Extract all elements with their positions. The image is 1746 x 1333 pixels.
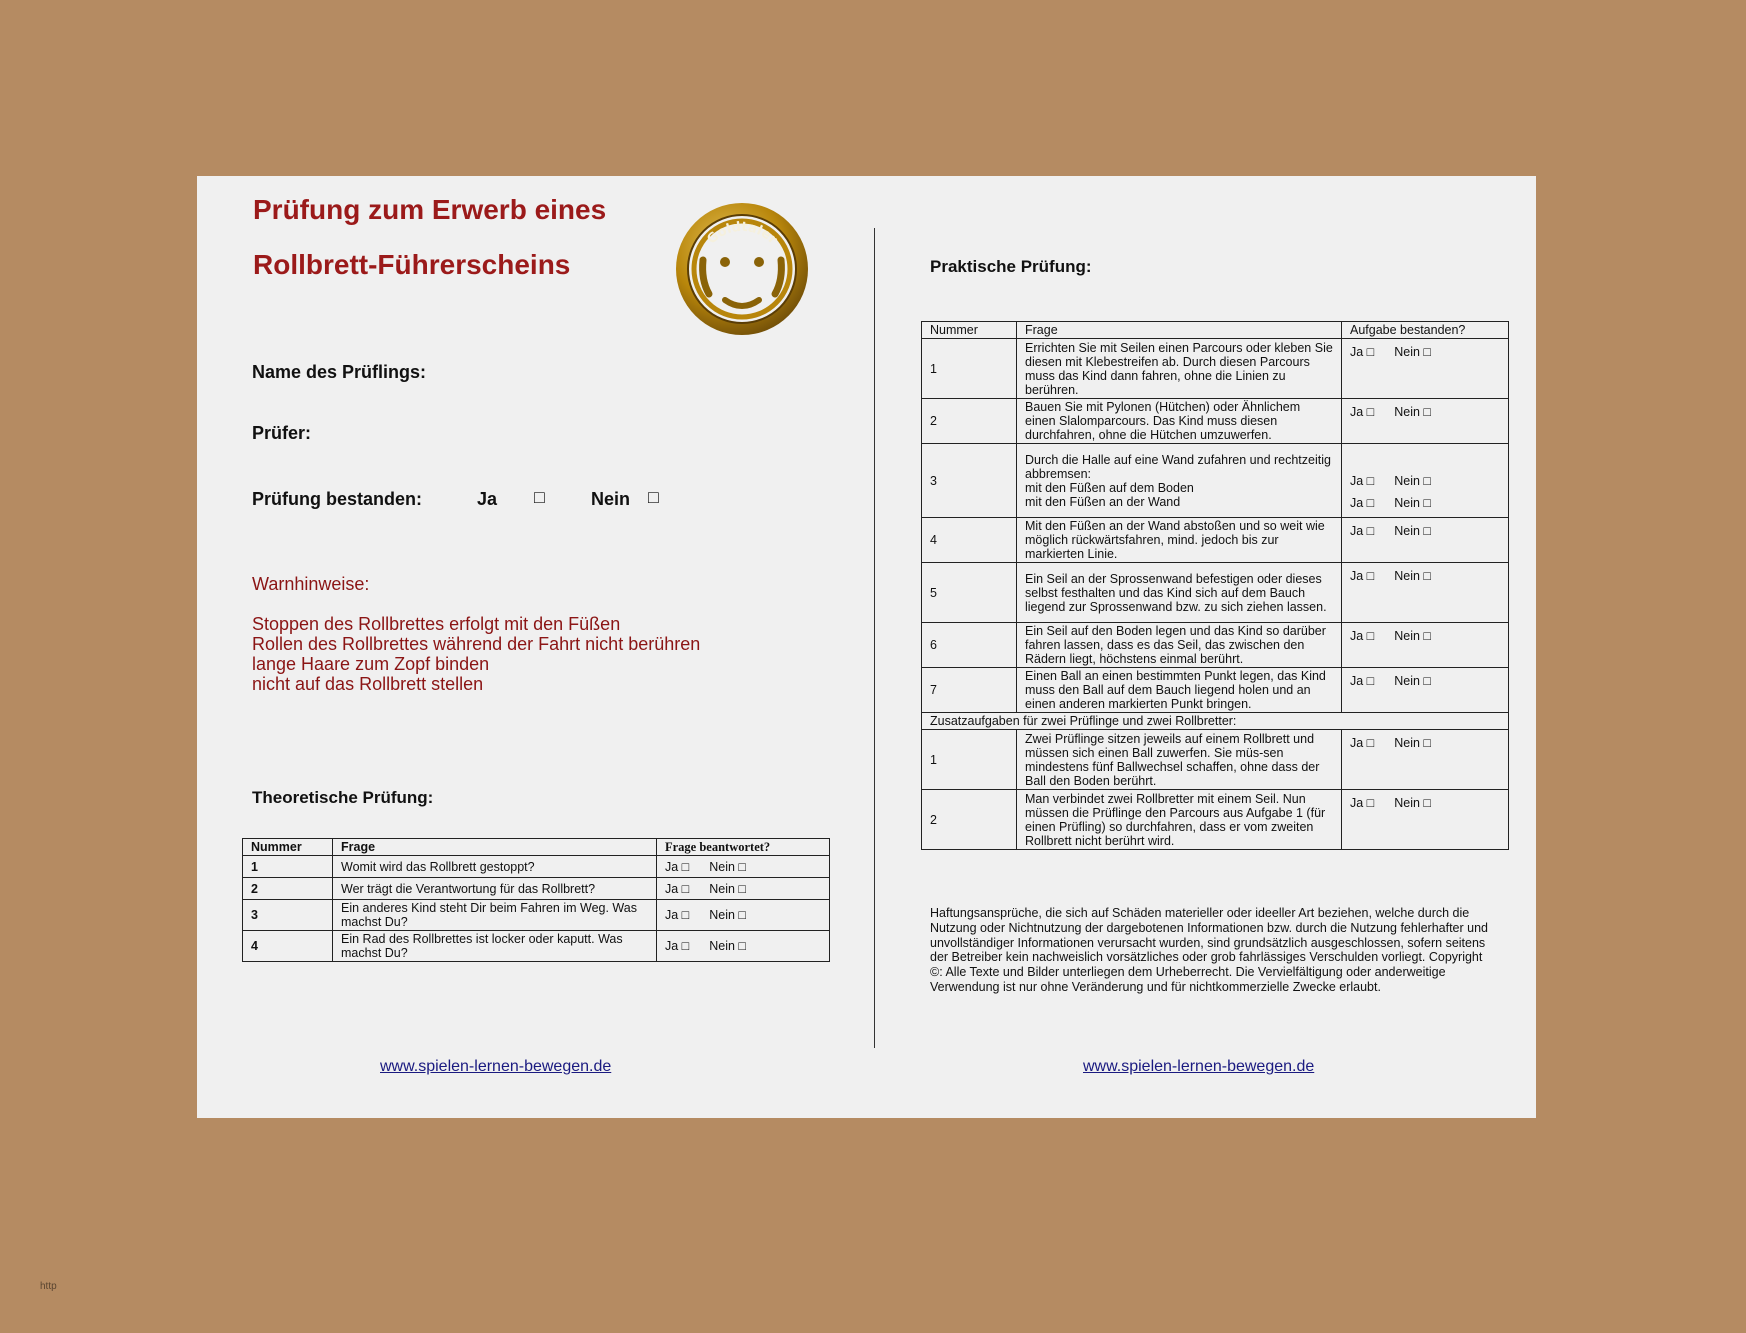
name-label: Name des Prüflings:: [252, 362, 427, 382]
no-checkbox[interactable]: Nein □: [1394, 796, 1431, 810]
no-checkbox[interactable]: Nein □: [709, 908, 746, 922]
examiner-label: Prüfer:: [252, 423, 312, 443]
column-header: Frage: [1017, 322, 1342, 339]
table-row: 4 Ein Rad des Rollbrettes ist locker oder kaputt. Was machst Du? Ja □ Nein □: [243, 931, 830, 962]
yes-checkbox[interactable]: Ja □: [1350, 674, 1375, 688]
table-row: 1 Zwei Prüflinge sitzen jeweils auf einem Rollbrett und müssen sich einen Ball zuwerfen. Sie müs-sen mindestens fünf Ballwechsel schaffen, ohne dass der Ball den Boden berührt. Ja □ Nein □: [922, 730, 1509, 790]
no-checkbox[interactable]: Nein □: [1394, 345, 1431, 359]
table-row: 3 Durch die Halle auf eine Wand zufahren und rechtzeitig abbremsen: mit den Füßen auf dem Boden mit den Füßen an der Wand Ja □ Nein □ Ja □ Nein □: [922, 444, 1509, 518]
website-link-right[interactable]: www.spielen-lernen-bewegen.de: [1083, 1058, 1315, 1075]
passed-label: Prüfung bestanden:: [252, 489, 422, 509]
disclaimer-text: Haftungsansprüche, die sich auf Schäden materieller oder ideeller Art beziehen, welche durch die Nutzung oder Nichtnutzung der dargebotenen Informationen bzw. durch die Nutzung fehlerhafter und unvollständiger Informationen verursacht wurden, sind grundsätzlich ausgeschlossen, sofern seitens der Betreiber kein nachweislich vorsätzliches oder grob fahrlässiges Verschulden vorliegt. Copyright ©: Alle Texte und Bilder unterliegen dem Urheberrecht. Die Vervielfältigung oder anderweitige Verwendung ist nur ohne Veränderung und für nichtkommerzielle Zwecke erlaubt.: [930, 906, 1489, 994]
column-header: Nummer: [243, 839, 333, 856]
website-link-left[interactable]: www.spielen-lernen-bewegen.de: [380, 1058, 612, 1075]
passed-yes-label: Ja: [477, 489, 498, 509]
page-title-line1: Prüfung zum Erwerb eines: [253, 194, 607, 225]
yes-checkbox[interactable]: Ja □: [665, 881, 690, 896]
smiley-coin-icon: [673, 200, 811, 338]
no-checkbox[interactable]: Nein □: [1394, 736, 1431, 750]
yes-checkbox[interactable]: Ja □: [665, 859, 690, 874]
yes-checkbox[interactable]: Ja □: [1350, 345, 1375, 359]
no-checkbox[interactable]: Nein □: [709, 939, 746, 953]
table-row: 5 Ein Seil an der Sprossenwand befestigen oder dieses selbst festhalten und das Kind sich auf dem Bauch liegend zur Sprossenwand bzw. zu sich ziehen lassen. Ja □ Nein □: [922, 563, 1509, 623]
yes-checkbox[interactable]: Ja □: [1350, 496, 1375, 510]
warning-item: nicht auf das Rollbrett stellen: [252, 674, 484, 694]
theory-title: Theoretische Prüfung:: [252, 788, 434, 807]
warnings-heading: Warnhinweise:: [252, 574, 370, 594]
passed-no-label: Nein: [591, 489, 631, 509]
column-divider: [874, 228, 875, 1048]
table-row: 2 Man verbindet zwei Rollbretter mit einem Seil. Nun müssen die Prüflinge den Parcours aus Aufgabe 1 (für einen Prüfling) so durchfahren, dass er vom zweiten Rollbrett nicht berührt wird. Ja □ Nein □: [922, 790, 1509, 850]
no-checkbox[interactable]: Nein □: [1394, 674, 1431, 688]
table-row: 7 Einen Ball an einen bestimmten Punkt legen, das Kind muss den Ball auf dem Bauch liegend holen und an einen anderen markierten Punkt bringen. Ja □ Nein □: [922, 668, 1509, 713]
no-checkbox[interactable]: Nein □: [1394, 629, 1431, 643]
no-checkbox[interactable]: Nein □: [709, 881, 746, 896]
table-row: 2 Bauen Sie mit Pylonen (Hütchen) oder Ähnlichem einen Slalomparcours. Das Kind muss diesen durchfahren, ohne die Hütchen umzuwerfen. Ja □ Nein □: [922, 399, 1509, 444]
yes-checkbox[interactable]: Ja □: [1350, 629, 1375, 643]
extra-tasks-heading: Zusatzaufgaben für zwei Prüflinge und zwei Rollbretter:: [922, 713, 1509, 730]
practical-table: [921, 321, 1509, 850]
yes-checkbox[interactable]: Ja □: [1350, 796, 1375, 810]
no-checkbox[interactable]: Nein □: [1394, 496, 1431, 510]
column-header: Aufgabe bestanden?: [1342, 322, 1509, 339]
table-row: 1 Womit wird das Rollbrett gestoppt? Ja □ Nein □: [243, 856, 830, 878]
practical-title: Praktische Prüfung:: [930, 257, 1092, 276]
logo-text: Goldtaler: [704, 219, 780, 248]
table-row: 6 Ein Seil auf den Boden legen und das Kind so darüber fahren lassen, dass es das Seil, das zwischen den Rädern liegt, höchstens einmal berührt. Ja □ Nein □: [922, 623, 1509, 668]
document-sheet: [197, 176, 1536, 1118]
no-checkbox[interactable]: Nein □: [1394, 569, 1431, 583]
yes-checkbox[interactable]: Ja □: [1350, 524, 1375, 538]
warning-item: Rollen des Rollbrettes während der Fahrt nicht berühren: [252, 634, 701, 654]
yes-checkbox[interactable]: Ja □: [1350, 736, 1375, 750]
page-title-line2: Rollbrett-Führerscheins: [253, 249, 571, 280]
passed-yes-checkbox[interactable]: □: [534, 487, 545, 507]
no-checkbox[interactable]: Nein □: [1394, 405, 1431, 419]
yes-checkbox[interactable]: Ja □: [1350, 569, 1375, 583]
yes-checkbox[interactable]: Ja □: [665, 908, 690, 922]
table-row: 4 Mit den Füßen an der Wand abstoßen und so weit wie möglich rückwärtsfahren, mind. jedoch bis zur markierten Linie. Ja □ Nein □: [922, 518, 1509, 563]
column-header: Nummer: [922, 322, 1017, 339]
yes-checkbox[interactable]: Ja □: [1350, 474, 1375, 488]
table-row: 2 Wer trägt die Verantwortung für das Rollbrett? Ja □ Nein □: [243, 878, 830, 900]
no-checkbox[interactable]: Nein □: [1394, 474, 1431, 488]
table-subheading-row: [922, 713, 1509, 730]
column-header: Frage beantwortet?: [657, 839, 830, 856]
theory-table: [242, 838, 830, 962]
yes-checkbox[interactable]: Ja □: [665, 939, 690, 953]
table-row: 1 Errichten Sie mit Seilen einen Parcours oder kleben Sie diesen mit Klebestreifen ab. Durch diesen Parcours muss das Kind dann fahren, ohne die Linien zu berühren. Ja □ Nein □: [922, 339, 1509, 399]
no-checkbox[interactable]: Nein □: [1394, 524, 1431, 538]
warning-item: lange Haare zum Zopf binden: [252, 654, 490, 674]
passed-no-checkbox[interactable]: □: [648, 487, 659, 507]
no-checkbox[interactable]: Nein □: [709, 859, 746, 874]
table-row: 3 Ein anderes Kind steht Dir beim Fahren im Weg. Was machst Du? Ja □ Nein □: [243, 900, 830, 931]
corner-text: http: [40, 1281, 57, 1292]
column-header: Frage: [333, 839, 657, 856]
yes-checkbox[interactable]: Ja □: [1350, 405, 1375, 419]
warning-item: Stoppen des Rollbrettes erfolgt mit den Füßen: [252, 614, 621, 634]
